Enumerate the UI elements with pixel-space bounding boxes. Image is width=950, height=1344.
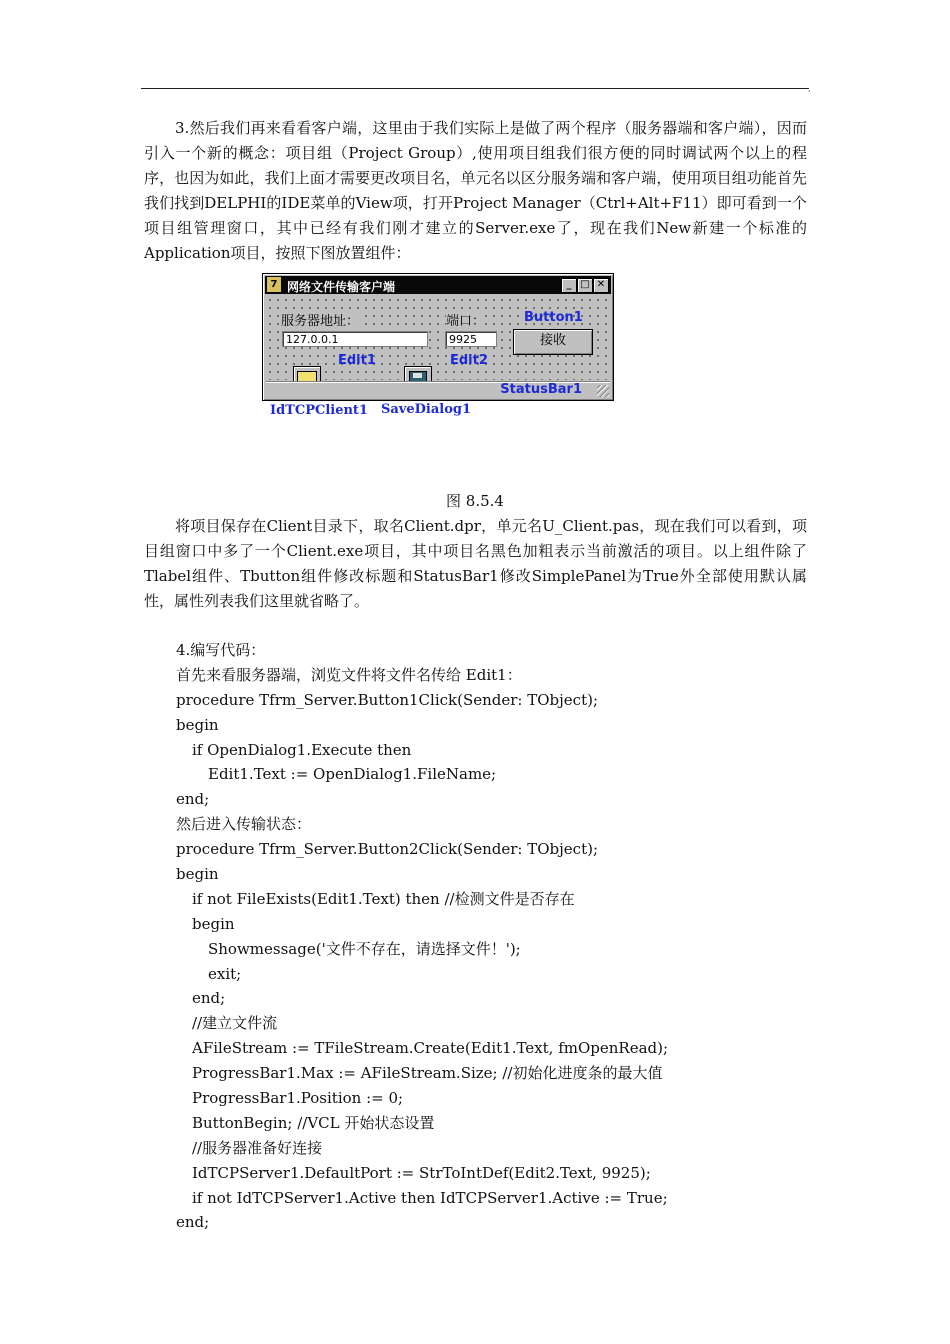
edit1-name: Edit1 [338, 353, 376, 368]
code-line: end; [176, 1213, 210, 1232]
code-line: Showmessage('文件不存在，请选择文件！'); [208, 939, 521, 958]
code-line: 首先来看服务器端，浏览文件将文件名传给 Edit1： [176, 665, 522, 684]
code-line: end; [192, 989, 226, 1008]
paragraph-save-project: 将项目保存在Client目录下，取名Client.dpr，单元名U_Client.pas，现在我们可以看到，项目组窗口中多了一个Client.exe项目，其中项目名黑色加粗表示当前激活的项目。以上组件除了Tlabel组件、Tbutton组件修改标题和StatusBar1修改SimplePanel为True外全部使用默认属性，属性列表我们这里就省略了。 [144, 517, 807, 610]
server-address-field[interactable]: 127.0.0.1 [282, 331, 428, 347]
paragraph-intro: 3.然后我们再来看看客户端，这里由于我们实际上是做了两个程序（服务器端和客户端），因而引入一个新的概念：项目组（Project Group）,使用项目组我们很方便的同时调试两个以上的程序，也因为如此，我们上面才需要更改项目名，单元名以区分服务端和客户端，使用项目组功能首先我们找到DELPHI的IDE菜单的View项，打开Project Manager（Ctrl+Alt+F11）即可看到一个项目组管理窗口，其中已经有我们刚才建立的Server.exe了，现在我们New新建一个标准的Application项目，按照下图放置组件： [144, 119, 807, 262]
close-button[interactable]: ✕ [593, 278, 609, 293]
idtcpclient1-label: IdTCPClient1 [270, 403, 368, 418]
code-line: ProgressBar1.Position := 0; [192, 1089, 404, 1108]
receive-button[interactable]: 接收 [513, 329, 593, 355]
port-field[interactable]: 9925 [445, 331, 497, 347]
code-line: if OpenDialog1.Execute then [192, 740, 412, 759]
code-line: 4.编写代码： [176, 641, 266, 659]
code-line: procedure Tfrm_Server.Button1Click(Sender: TObject); [176, 690, 599, 709]
code-line: if not IdTCPServer1.Active then IdTCPServer1.Active := True; [192, 1188, 668, 1207]
code-line: if not FileExists(Edit1.Text) then //检测文件是否存在 [192, 889, 575, 908]
code-line: ProgressBar1.Max := AFileStream.Size; //初始化进度条的最大值 [192, 1064, 663, 1083]
figure-caption: 图 8.5.4 [446, 492, 504, 510]
form-titlebar [265, 276, 611, 294]
code-line: //服务器准备好连接 [192, 1138, 323, 1157]
code-line: 然后进入传输状态： [176, 815, 312, 834]
savedialog1-label: SaveDialog1 [381, 402, 472, 417]
edit2-name: Edit2 [450, 353, 488, 368]
form-design-canvas [266, 296, 610, 380]
maximize-button[interactable]: □ [577, 278, 593, 293]
code-line: begin [176, 715, 219, 734]
header-rule [141, 88, 809, 89]
code-line: //建立文件流 [192, 1014, 278, 1033]
header-rule-mark: , [808, 84, 811, 93]
server-address-label: 服务器地址： [281, 310, 359, 329]
minimize-button[interactable]: _ [561, 278, 577, 293]
code-line: end; [176, 790, 210, 809]
statusbar1-name: StatusBar1 [500, 382, 582, 397]
code-line: Edit1.Text := OpenDialog1.FileName; [208, 765, 497, 784]
code-line: AFileStream := TFileStream.Create(Edit1.Text, fmOpenRead); [192, 1039, 669, 1058]
status-bar [266, 381, 610, 398]
code-line: IdTCPServer1.DefaultPort := StrToIntDef(Edit2.Text, 9925); [192, 1163, 651, 1182]
form-title: 网络文件传输客户端 [287, 280, 396, 294]
code-line: ButtonBegin; //VCL 开始状态设置 [192, 1113, 435, 1132]
delphi-form-window [262, 273, 614, 401]
code-listing [176, 638, 668, 1235]
port-label: 端口： [446, 310, 485, 329]
code-line: exit; [208, 964, 242, 983]
code-line: begin [192, 914, 235, 933]
delphi-logo-icon: 7 [267, 277, 281, 292]
code-line: procedure Tfrm_Server.Button2Click(Sender: TObject); [176, 840, 599, 859]
resize-grip-icon[interactable] [597, 385, 609, 397]
code-line: begin [176, 865, 219, 884]
button1-name: Button1 [524, 310, 583, 325]
